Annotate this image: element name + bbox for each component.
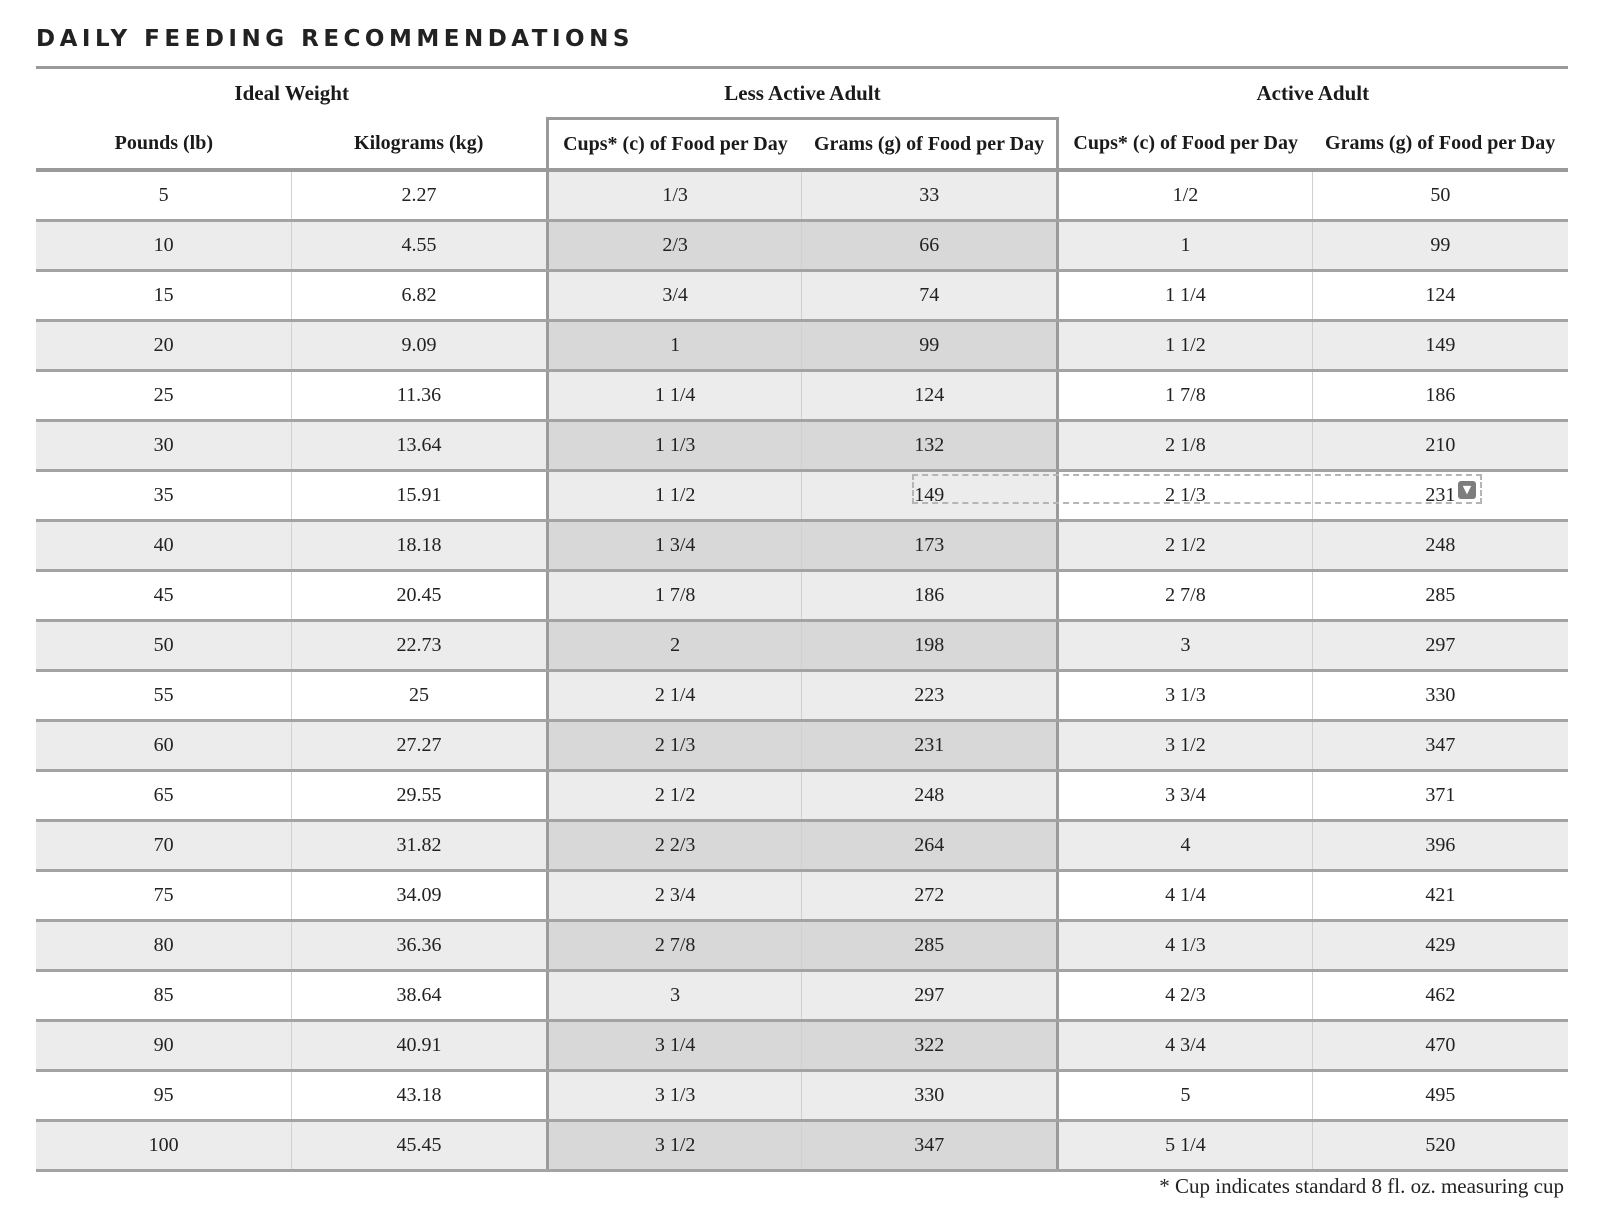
cell-pounds: 5 bbox=[36, 170, 292, 221]
cell-kilograms: 18.18 bbox=[292, 521, 548, 571]
cell-active-grams: 285 bbox=[1312, 571, 1568, 621]
cell-active-cups: 3 3/4 bbox=[1058, 771, 1313, 821]
table-row bbox=[36, 621, 1568, 671]
table-row bbox=[36, 371, 1568, 421]
cell-active-grams: 124 bbox=[1312, 271, 1568, 321]
cell-less-active-grams: 248 bbox=[802, 771, 1058, 821]
cell-active-cups: 1 bbox=[1058, 221, 1313, 271]
table-row bbox=[36, 221, 1568, 271]
cell-less-active-grams: 66 bbox=[802, 221, 1058, 271]
cell-less-active-cups: 1 1/2 bbox=[547, 471, 802, 521]
cell-kilograms: 34.09 bbox=[292, 871, 548, 921]
cell-active-grams: 470 bbox=[1312, 1021, 1568, 1071]
cell-less-active-cups: 1 1/3 bbox=[547, 421, 802, 471]
cell-active-grams: 330 bbox=[1312, 671, 1568, 721]
cell-active-grams: 495 bbox=[1312, 1071, 1568, 1121]
cell-kilograms: 20.45 bbox=[292, 571, 548, 621]
group-header-active: Active Adult bbox=[1058, 68, 1568, 119]
cell-less-active-cups: 2 2/3 bbox=[547, 821, 802, 871]
cell-active-grams: 231 bbox=[1312, 471, 1568, 521]
cell-less-active-grams: 173 bbox=[802, 521, 1058, 571]
cell-active-cups: 5 bbox=[1058, 1071, 1313, 1121]
cell-less-active-cups: 2 3/4 bbox=[547, 871, 802, 921]
cell-less-active-grams: 149 bbox=[802, 471, 1058, 521]
cell-less-active-cups: 2 7/8 bbox=[547, 921, 802, 971]
cell-less-active-grams: 347 bbox=[802, 1121, 1058, 1171]
cell-kilograms: 11.36 bbox=[292, 371, 548, 421]
cell-pounds: 80 bbox=[36, 921, 292, 971]
cell-active-grams: 520 bbox=[1312, 1121, 1568, 1171]
feeding-table bbox=[36, 66, 1568, 1172]
cell-active-grams: 99 bbox=[1312, 221, 1568, 271]
cell-active-grams: 210 bbox=[1312, 421, 1568, 471]
cell-less-active-cups: 1/3 bbox=[547, 170, 802, 221]
cell-active-cups: 5 1/4 bbox=[1058, 1121, 1313, 1171]
column-header-active-grams: Grams (g) of Food per Day bbox=[1312, 119, 1568, 171]
cell-active-grams: 248 bbox=[1312, 521, 1568, 571]
cell-pounds: 65 bbox=[36, 771, 292, 821]
cell-less-active-cups: 1 3/4 bbox=[547, 521, 802, 571]
cell-kilograms: 27.27 bbox=[292, 721, 548, 771]
cell-active-grams: 149 bbox=[1312, 321, 1568, 371]
table-row bbox=[36, 521, 1568, 571]
cell-active-grams: 50 bbox=[1312, 170, 1568, 221]
cell-active-cups: 2 1/3 bbox=[1058, 471, 1313, 521]
cell-kilograms: 15.91 bbox=[292, 471, 548, 521]
cell-less-active-cups: 2 bbox=[547, 621, 802, 671]
cell-pounds: 50 bbox=[36, 621, 292, 671]
cell-kilograms: 4.55 bbox=[292, 221, 548, 271]
group-header-less-active: Less Active Adult bbox=[547, 68, 1057, 119]
cell-active-cups: 4 2/3 bbox=[1058, 971, 1313, 1021]
cell-active-grams: 297 bbox=[1312, 621, 1568, 671]
cell-active-cups: 1 1/2 bbox=[1058, 321, 1313, 371]
cell-less-active-cups: 3 1/3 bbox=[547, 1071, 802, 1121]
cell-active-grams: 186 bbox=[1312, 371, 1568, 421]
cell-pounds: 85 bbox=[36, 971, 292, 1021]
cell-less-active-cups: 1 1/4 bbox=[547, 371, 802, 421]
table-row bbox=[36, 671, 1568, 721]
cell-kilograms: 31.82 bbox=[292, 821, 548, 871]
cell-pounds: 35 bbox=[36, 471, 292, 521]
cell-less-active-grams: 99 bbox=[802, 321, 1058, 371]
cell-less-active-grams: 33 bbox=[802, 170, 1058, 221]
cell-active-cups: 4 bbox=[1058, 821, 1313, 871]
table-row bbox=[36, 170, 1568, 221]
cell-less-active-cups: 3 bbox=[547, 971, 802, 1021]
cell-active-cups: 2 1/8 bbox=[1058, 421, 1313, 471]
cell-less-active-grams: 285 bbox=[802, 921, 1058, 971]
cell-active-cups: 4 1/3 bbox=[1058, 921, 1313, 971]
cell-kilograms: 6.82 bbox=[292, 271, 548, 321]
page-title: DAILY FEEDING RECOMMENDATIONS bbox=[36, 26, 634, 52]
cell-pounds: 10 bbox=[36, 221, 292, 271]
cell-pounds: 100 bbox=[36, 1121, 292, 1171]
cell-kilograms: 29.55 bbox=[292, 771, 548, 821]
column-header-pounds: Pounds (lb) bbox=[36, 119, 292, 171]
cell-less-active-grams: 124 bbox=[802, 371, 1058, 421]
cell-active-grams: 396 bbox=[1312, 821, 1568, 871]
cell-pounds: 55 bbox=[36, 671, 292, 721]
cell-active-cups: 3 1/3 bbox=[1058, 671, 1313, 721]
table-row bbox=[36, 1021, 1568, 1071]
cell-less-active-cups: 2 1/4 bbox=[547, 671, 802, 721]
cell-less-active-grams: 74 bbox=[802, 271, 1058, 321]
cell-less-active-grams: 272 bbox=[802, 871, 1058, 921]
table-row bbox=[36, 821, 1568, 871]
column-header-less-active-cups: Cups* (c) of Food per Day bbox=[547, 119, 802, 171]
cell-active-grams: 421 bbox=[1312, 871, 1568, 921]
cell-kilograms: 45.45 bbox=[292, 1121, 548, 1171]
cell-pounds: 60 bbox=[36, 721, 292, 771]
column-header-less-active-grams: Grams (g) of Food per Day bbox=[802, 119, 1058, 171]
cell-kilograms: 40.91 bbox=[292, 1021, 548, 1071]
cell-selection-box[interactable] bbox=[912, 474, 1482, 504]
table-body bbox=[36, 170, 1568, 1171]
cell-active-cups: 1/2 bbox=[1058, 170, 1313, 221]
cell-less-active-grams: 264 bbox=[802, 821, 1058, 871]
cell-kilograms: 25 bbox=[292, 671, 548, 721]
table-row bbox=[36, 1121, 1568, 1171]
cell-less-active-grams: 322 bbox=[802, 1021, 1058, 1071]
cell-kilograms: 36.36 bbox=[292, 921, 548, 971]
cell-less-active-cups: 1 7/8 bbox=[547, 571, 802, 621]
cell-active-grams: 347 bbox=[1312, 721, 1568, 771]
cell-active-grams: 429 bbox=[1312, 921, 1568, 971]
cell-active-grams: 371 bbox=[1312, 771, 1568, 821]
cell-active-cups: 2 1/2 bbox=[1058, 521, 1313, 571]
cell-less-active-cups: 3 1/4 bbox=[547, 1021, 802, 1071]
cell-active-grams: 462 bbox=[1312, 971, 1568, 1021]
column-header-kilograms: Kilograms (kg) bbox=[292, 119, 548, 171]
cell-active-cups: 1 1/4 bbox=[1058, 271, 1313, 321]
cell-less-active-grams: 330 bbox=[802, 1071, 1058, 1121]
cell-pounds: 95 bbox=[36, 1071, 292, 1121]
feeding-table-container bbox=[36, 66, 1568, 1172]
cell-kilograms: 13.64 bbox=[292, 421, 548, 471]
cell-active-cups: 1 7/8 bbox=[1058, 371, 1313, 421]
table-row bbox=[36, 1071, 1568, 1121]
cell-kilograms: 43.18 bbox=[292, 1071, 548, 1121]
cell-less-active-grams: 297 bbox=[802, 971, 1058, 1021]
column-header-active-cups: Cups* (c) of Food per Day bbox=[1058, 119, 1313, 171]
table-row bbox=[36, 721, 1568, 771]
cell-less-active-grams: 223 bbox=[802, 671, 1058, 721]
table-row bbox=[36, 421, 1568, 471]
cell-less-active-cups: 2 1/3 bbox=[547, 721, 802, 771]
cell-active-cups: 3 bbox=[1058, 621, 1313, 671]
table-row bbox=[36, 921, 1568, 971]
table-row bbox=[36, 571, 1568, 621]
chevron-down-icon[interactable]: ▼ bbox=[1458, 481, 1476, 499]
table-row bbox=[36, 871, 1568, 921]
cell-less-active-grams: 231 bbox=[802, 721, 1058, 771]
cell-pounds: 90 bbox=[36, 1021, 292, 1071]
cell-pounds: 45 bbox=[36, 571, 292, 621]
cell-pounds: 25 bbox=[36, 371, 292, 421]
cell-pounds: 70 bbox=[36, 821, 292, 871]
cell-active-cups: 4 3/4 bbox=[1058, 1021, 1313, 1071]
table-row bbox=[36, 271, 1568, 321]
table-row bbox=[36, 771, 1568, 821]
cell-less-active-grams: 132 bbox=[802, 421, 1058, 471]
cell-pounds: 75 bbox=[36, 871, 292, 921]
cell-pounds: 40 bbox=[36, 521, 292, 571]
cell-kilograms: 9.09 bbox=[292, 321, 548, 371]
cell-active-cups: 3 1/2 bbox=[1058, 721, 1313, 771]
cell-less-active-cups: 2 1/2 bbox=[547, 771, 802, 821]
cell-active-cups: 2 7/8 bbox=[1058, 571, 1313, 621]
table-row bbox=[36, 971, 1568, 1021]
cell-kilograms: 38.64 bbox=[292, 971, 548, 1021]
cell-less-active-cups: 3 1/2 bbox=[547, 1121, 802, 1171]
cell-pounds: 15 bbox=[36, 271, 292, 321]
cell-pounds: 20 bbox=[36, 321, 292, 371]
cell-less-active-cups: 3/4 bbox=[547, 271, 802, 321]
cell-less-active-grams: 186 bbox=[802, 571, 1058, 621]
cell-kilograms: 22.73 bbox=[292, 621, 548, 671]
group-header-ideal-weight: Ideal Weight bbox=[36, 68, 547, 119]
cell-kilograms: 2.27 bbox=[292, 170, 548, 221]
cell-active-cups: 4 1/4 bbox=[1058, 871, 1313, 921]
cell-pounds: 30 bbox=[36, 421, 292, 471]
cell-less-active-cups: 1 bbox=[547, 321, 802, 371]
cell-less-active-grams: 198 bbox=[802, 621, 1058, 671]
footnote: * Cup indicates standard 8 fl. oz. measuring cup bbox=[1159, 1174, 1564, 1198]
table-row bbox=[36, 321, 1568, 371]
cell-less-active-cups: 2/3 bbox=[547, 221, 802, 271]
